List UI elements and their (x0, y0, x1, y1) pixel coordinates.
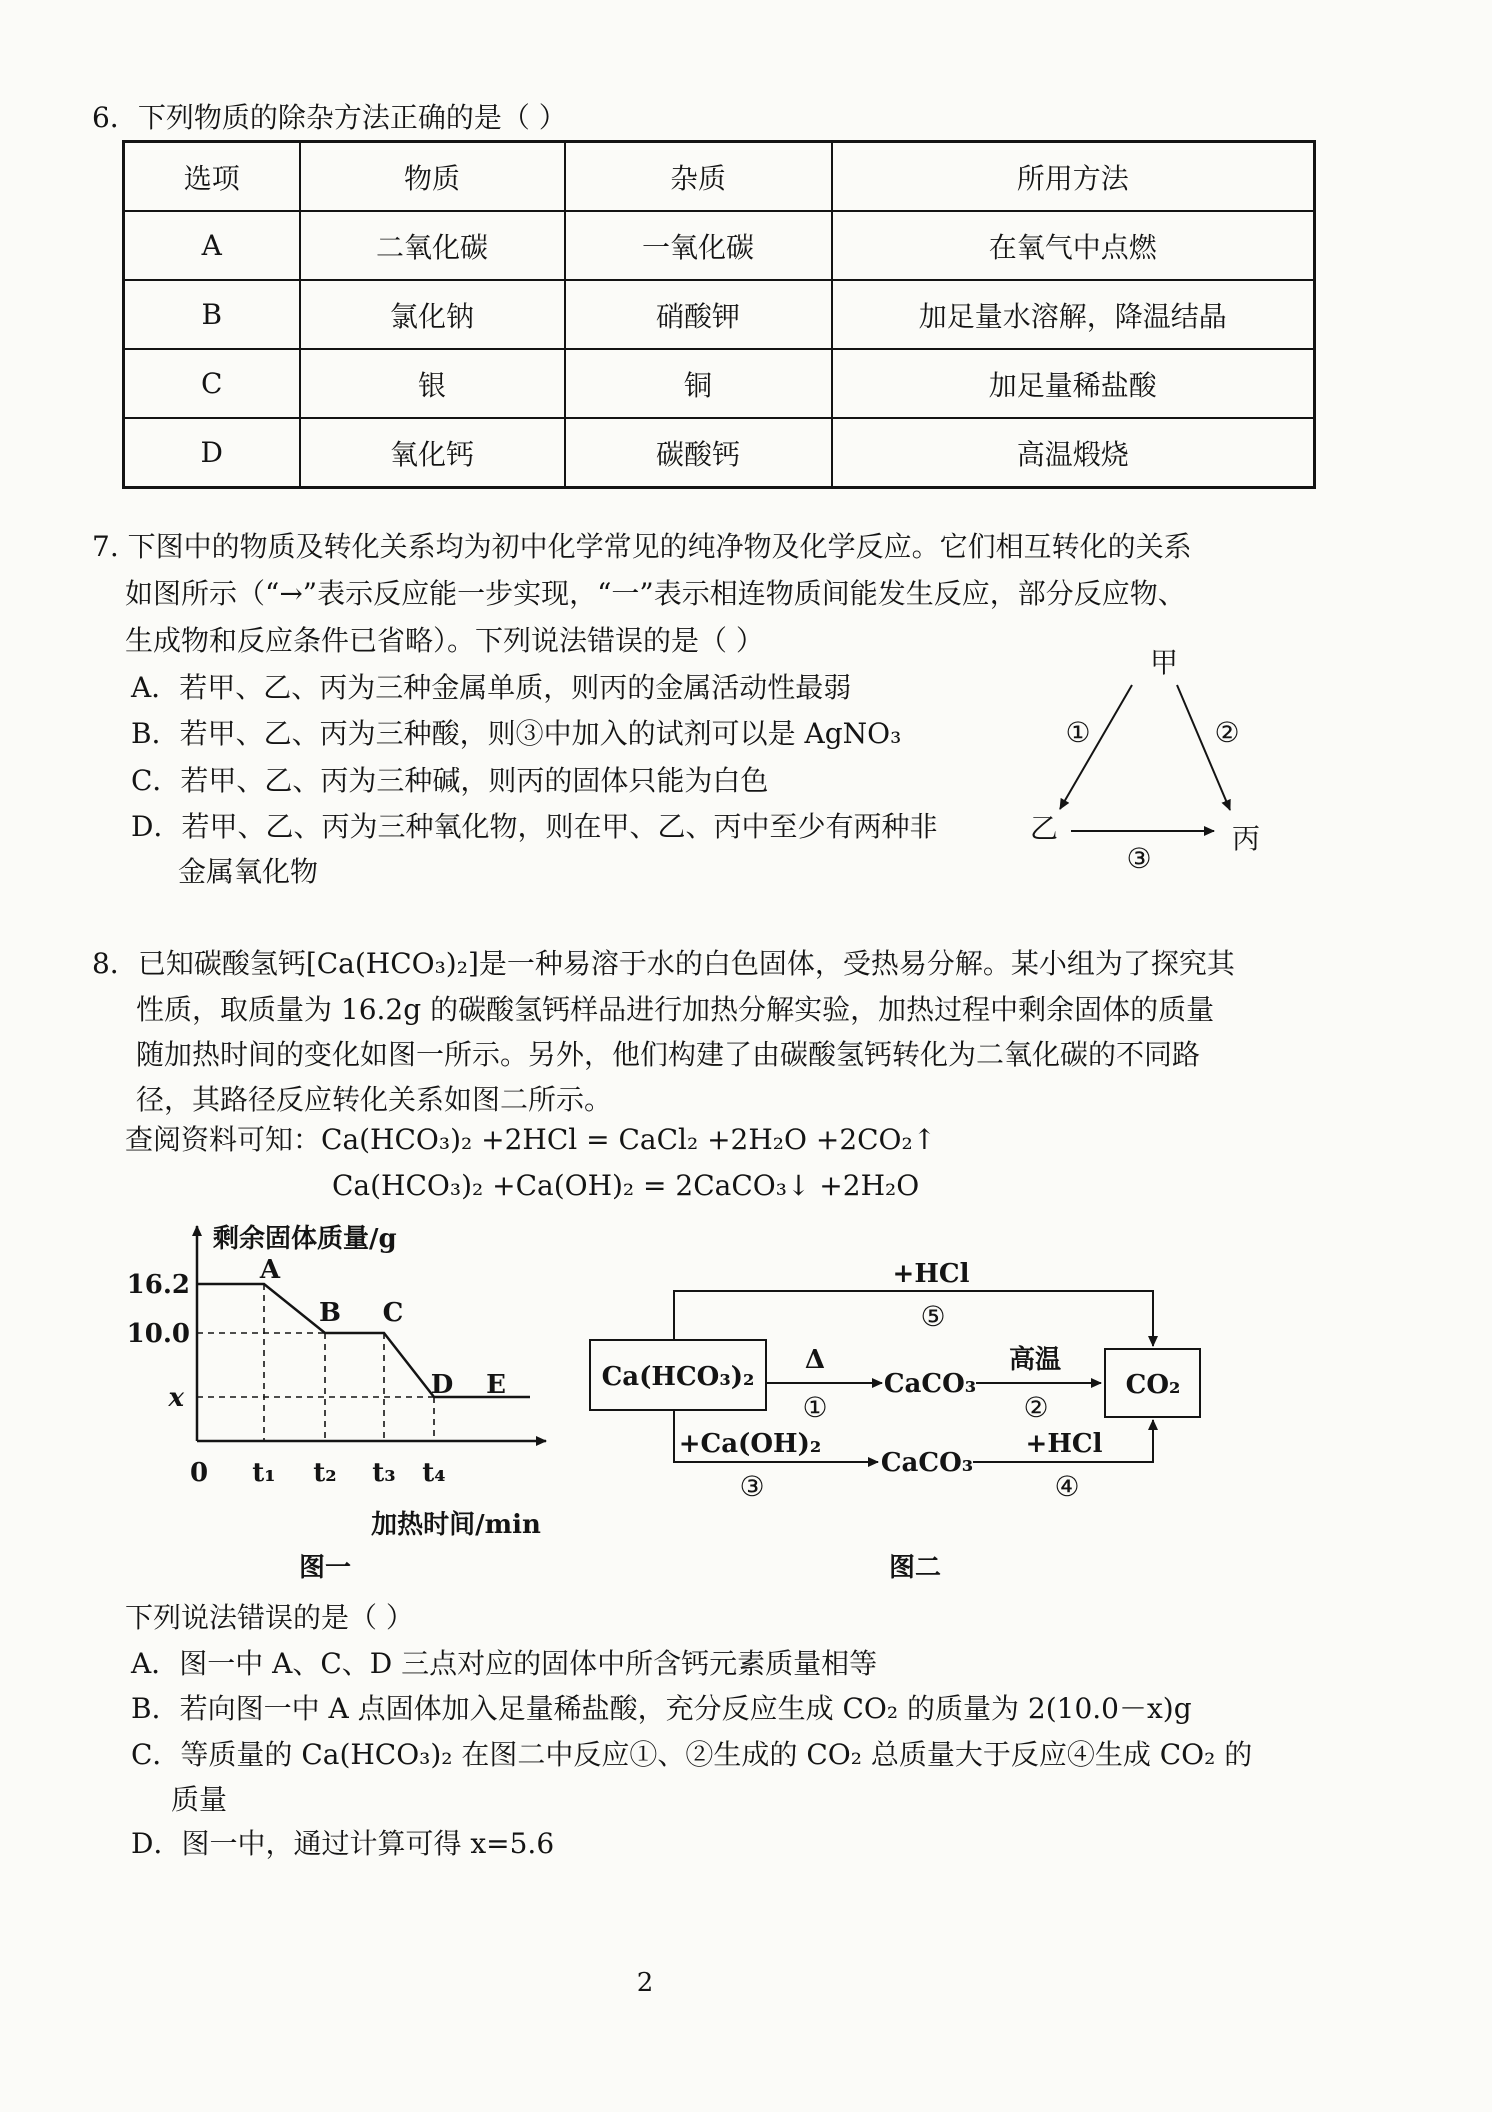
point-label-d: D (430, 1370, 454, 1400)
node-jia: 甲 (1149, 646, 1179, 679)
table-row (124, 280, 1315, 349)
table-row (124, 349, 1315, 418)
edge-label-2: ② (1214, 716, 1240, 749)
end-substance: CO₂ (1125, 1370, 1181, 1400)
y-tick-16-2: 16.2 (126, 1270, 190, 1300)
point-label-a: A (259, 1255, 281, 1285)
q8-option-a: A．图一中 A、C、D 三点对应的固体中所含钙元素质量相等 (131, 1647, 878, 1680)
x-tick-t1: t₁ (252, 1458, 276, 1488)
q8-stem-line-1: 8．已知碳酸氢钙[Ca(HCO₃)₂]是一种易溶于水的白色固体，受热易分解。某小组为了探究其 (92, 947, 1235, 980)
path-3-label: ③ (739, 1470, 765, 1503)
table-header-option: 选项 (124, 142, 300, 212)
q6-stem: 6．下列物质的除杂方法正确的是（ ） (92, 101, 567, 134)
q8-prompt: 下列说法错误的是（ ） (125, 1601, 414, 1634)
equation-1: Ca(HCO₃)₂ +2HCl = CaCl₂ +2H₂O +2CO₂↑ (321, 1123, 937, 1156)
table-cell: 在氧气中点燃 (832, 211, 1315, 280)
page-number: 2 (636, 1968, 654, 1998)
x-tick-t4: t₄ (422, 1458, 446, 1488)
path-5-label: ⑤ (920, 1300, 946, 1333)
table-cell: 铜 (565, 349, 832, 418)
table-header-method: 所用方法 (832, 142, 1315, 212)
q7-option-d: D．若甲、乙、丙为三种氧化物，则在甲、乙、丙中至少有两种非 (131, 810, 938, 843)
y-tick-10-0: 10.0 (126, 1319, 190, 1349)
y-tick-x: x (168, 1383, 184, 1413)
x-tick-t3: t₃ (372, 1458, 396, 1488)
path-1-label: ① (802, 1391, 828, 1424)
q8-reference-line (125, 1120, 936, 1160)
intermediate-caco3-bottom: CaCO₃ (880, 1448, 974, 1478)
q7-option-d-continued: 金属氧化物 (178, 855, 319, 888)
table-cell: D (124, 418, 300, 488)
point-label-c: C (382, 1298, 404, 1328)
edge-label-3: ③ (1126, 842, 1152, 875)
table-cell: 一氧化碳 (565, 211, 832, 280)
table-cell: 加足量稀盐酸 (832, 349, 1315, 418)
intermediate-caco3-top: CaCO₃ (883, 1369, 977, 1399)
q7-option-b: B．若甲、乙、丙为三种酸，则③中加入的试剂可以是 AgNO₃ (131, 717, 902, 750)
x-tick-0: 0 (189, 1458, 209, 1488)
table-row (124, 211, 1315, 280)
path-1-condition: Δ (804, 1345, 826, 1375)
figure2-diagram (570, 1240, 1230, 1590)
path-4-label: ④ (1054, 1470, 1080, 1503)
edge-label-1: ① (1065, 716, 1091, 749)
table-cell: 银 (300, 349, 565, 418)
path-5-arrow (674, 1291, 1153, 1346)
q8-stem-line-4: 径，其路径反应转化关系如图二所示。 (136, 1083, 613, 1116)
path-2-label: ② (1023, 1391, 1049, 1424)
table-cell: 碳酸钙 (565, 418, 832, 488)
q7-option-a: A．若甲、乙、丙为三种金属单质，则丙的金属活动性最弱 (131, 671, 852, 704)
start-substance: Ca(HCO₃)₂ (601, 1362, 755, 1392)
node-yi: 乙 (1029, 812, 1059, 845)
table-header-impurity: 杂质 (565, 142, 832, 212)
table-cell: 二氧化碳 (300, 211, 565, 280)
q8-stem-line-3: 随加热时间的变化如图一所示。另外，他们构建了由碳酸氢钙转化为二氧化碳的不同路 (136, 1038, 1201, 1071)
table-header-row (124, 142, 1315, 212)
q8-option-b: B．若向图一中 A 点固体加入足量稀盐酸，充分反应生成 CO₂ 的质量为 2(10.0－x)g (131, 1692, 1192, 1725)
q8-option-d: D．图一中，通过计算可得 x=5.6 (131, 1827, 555, 1860)
q7-stem-line-2: 如图所示（“→”表示反应能一步实现，“一”表示相连物质间能发生反应，部分反应物、 (125, 577, 1186, 610)
q7-stem-line-3: 生成物和反应条件已省略）。下列说法错误的是（ ） (125, 624, 764, 657)
table-cell: 氯化钠 (300, 280, 565, 349)
q6-table (122, 140, 1316, 489)
equation-2: Ca(HCO₃)₂ +Ca(OH)₂ = 2CaCO₃↓ +2H₂O (332, 1169, 920, 1202)
table-cell: B (124, 280, 300, 349)
table-cell: 加足量水溶解，降温结晶 (832, 280, 1315, 349)
q8-option-c: C．等质量的 Ca(HCO₃)₂ 在图二中反应①、②生成的 CO₂ 总质量大于反应④生成 CO₂ 的 (131, 1738, 1253, 1771)
table-cell: 硝酸钾 (565, 280, 832, 349)
point-label-b: B (319, 1298, 341, 1328)
path-4-reagent: +HCl (1025, 1429, 1103, 1459)
table-cell: A (124, 211, 300, 280)
table-row (124, 418, 1315, 488)
path-3-reagent: +Ca(OH)₂ (678, 1429, 822, 1459)
mass-curve (197, 1284, 530, 1397)
q7-stem-line-1: 7. 下图中的物质及转化关系均为初中化学常见的纯净物及化学反应。它们相互转化的关系 (92, 530, 1192, 563)
figure2-caption: 图二 (888, 1553, 942, 1583)
q7-option-c: C．若甲、乙、丙为三种碱，则丙的固体只能为白色 (131, 764, 769, 797)
figure1-graph (120, 1200, 560, 1590)
point-label-e: E (486, 1370, 506, 1400)
table-cell: C (124, 349, 300, 418)
path-2-condition: 高温 (1008, 1345, 1062, 1375)
path-5-reagent: +HCl (892, 1259, 970, 1289)
q8-option-c-continued: 质量 (171, 1783, 228, 1816)
table-cell: 氧化钙 (300, 418, 565, 488)
q8-stem-line-2: 性质，取质量为 16.2g 的碳酸氢钙样品进行加热分解实验，加热过程中剩余固体的质量 (136, 993, 1215, 1026)
node-bing: 丙 (1231, 822, 1261, 855)
y-axis-label: 剩余固体质量/g (213, 1224, 397, 1254)
q7-triangle-diagram (1010, 630, 1290, 890)
table-header-substance: 物质 (300, 142, 565, 212)
reference-label: 查阅资料可知： (125, 1123, 322, 1156)
figure1-caption: 图一 (298, 1553, 352, 1583)
table-cell: 高温煅烧 (832, 418, 1315, 488)
x-tick-t2: t₂ (313, 1458, 337, 1488)
x-axis-label: 加热时间/min (371, 1510, 541, 1540)
